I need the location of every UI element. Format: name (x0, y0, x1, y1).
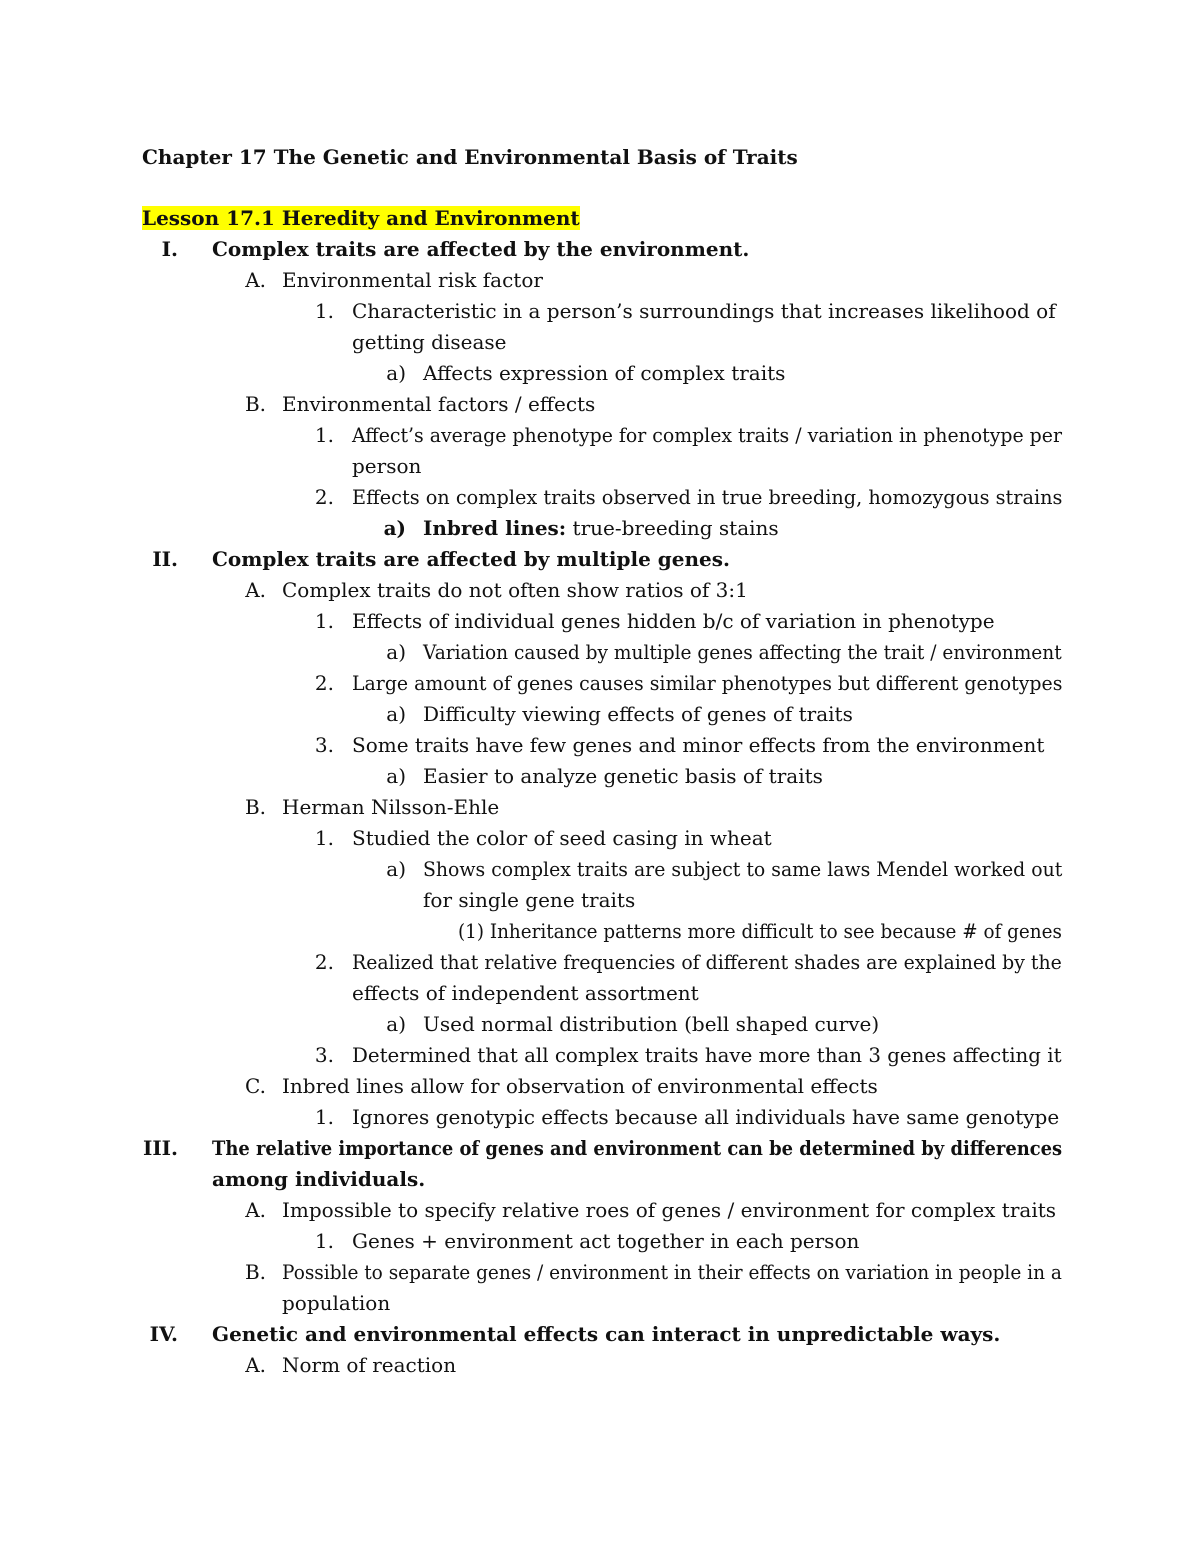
outline-line (212, 546, 730, 572)
outline-marker: a) (386, 640, 406, 664)
outline-line (352, 670, 1062, 696)
outline-text: person (352, 454, 422, 478)
outline-text: Herman Nilsson-Ehle (282, 795, 500, 819)
outline-marker: 1. (314, 423, 334, 447)
outline-line (352, 1042, 1062, 1068)
outline-text: Large amount of genes causes similar phenotypes but different genotypes (352, 671, 1063, 695)
outline-text: Complex traits are affected by multiple genes. (212, 547, 730, 571)
outline-line (282, 1073, 878, 1099)
outline-line (352, 329, 506, 355)
outline-text: Inbred lines allow for observation of environmental effects (282, 1074, 878, 1098)
outline-text: true-breeding stains (566, 516, 779, 540)
outline-text: Affects expression of complex traits (423, 361, 786, 385)
outline-marker: 1. (314, 299, 334, 323)
outline-marker: C. (245, 1074, 266, 1098)
outline-marker: 2. (314, 950, 334, 974)
outline-text: Ignores genotypic effects because all individuals have same genotype (352, 1105, 1060, 1129)
outline-marker: a) (383, 516, 406, 540)
outline-text: Used normal distribution (bell shaped curve) (423, 1012, 880, 1036)
outline-marker: 1. (314, 1229, 334, 1253)
outline-text: Studied the color of seed casing in wheat (352, 826, 772, 850)
outline-text: for single gene traits (423, 888, 636, 912)
outline-text: Effects of individual genes hidden b/c of variation in phenotype (352, 609, 995, 633)
outline-marker: B. (244, 392, 266, 416)
outline-text: population (282, 1291, 391, 1315)
outline-text: among individuals. (212, 1167, 426, 1191)
outline-line (352, 980, 699, 1006)
outline-marker: 1. (314, 609, 334, 633)
outline-line (423, 1011, 879, 1037)
term-bold: Inbred lines: (423, 516, 567, 540)
outline-line (352, 1104, 1059, 1130)
outline-marker: A. (245, 1353, 266, 1377)
outline-line (282, 577, 748, 603)
outline-line (212, 1135, 1062, 1161)
outline-line (423, 887, 635, 913)
outline-marker: 2. (314, 485, 334, 509)
outline-text: getting disease (352, 330, 507, 354)
outline-line (282, 1290, 390, 1316)
outline-text: Norm of reaction (282, 1353, 457, 1377)
outline-text: Variation caused by multiple genes affecting the trait / environment (423, 640, 1062, 664)
outline-text: Shows complex traits are subject to same laws Mendel worked out (423, 857, 1063, 881)
outline-text: effects of independent assortment (352, 981, 699, 1005)
outline-line (212, 236, 749, 262)
outline-text: Complex traits are affected by the environment. (212, 237, 750, 261)
outline-text: Difficulty viewing effects of genes of traits (423, 702, 853, 726)
outline-text: Some traits have few genes and minor effects from the environment (352, 733, 1045, 757)
outline-line (423, 763, 823, 789)
outline-line (212, 1321, 1000, 1347)
outline-marker: A. (245, 268, 266, 292)
outline-line (352, 949, 1062, 975)
outline-text: Affect’s average phenotype for complex traits / variation in phenotype per (352, 423, 1062, 447)
outline-marker: a) (386, 361, 406, 385)
outline-line (282, 794, 499, 820)
outline-marker: a) (386, 702, 406, 726)
outline-marker: A. (245, 578, 266, 602)
outline-line (423, 360, 785, 386)
outline-line (282, 267, 543, 293)
outline-marker: 2. (314, 671, 334, 695)
outline-marker: B. (244, 795, 266, 819)
outline-line (352, 608, 995, 634)
lesson-heading-highlight: Lesson 17.1 Heredity and Environment (142, 206, 580, 230)
outline-text: Environmental factors / effects (282, 392, 596, 416)
outline-text: Determined that all complex traits have more than 3 genes affecting it (352, 1043, 1062, 1067)
outline-text: Effects on complex traits observed in true breeding, homozygous strains (352, 485, 1063, 509)
outline-text: Realized that relative frequencies of different shades are explained by the (352, 950, 1062, 974)
outline-marker: I. (161, 237, 178, 261)
outline-line (282, 1197, 1056, 1223)
outline-text: The relative importance of genes and environment can be determined by differences (212, 1136, 1063, 1160)
outline-line (352, 1228, 859, 1254)
chapter-title: Chapter 17 The Genetic and Environmental Basis of Traits (142, 145, 798, 169)
outline-line (352, 484, 1062, 510)
outline-line (282, 1259, 1062, 1285)
outline-marker: 1. (314, 1105, 334, 1129)
outline-line (352, 825, 772, 851)
outline-line (212, 1166, 425, 1192)
outline-line (282, 391, 595, 417)
outline-marker: a) (386, 764, 406, 788)
outline-marker: III. (142, 1136, 178, 1160)
outline-line (458, 918, 1062, 944)
outline-text: Easier to analyze genetic basis of traits (423, 764, 823, 788)
outline-text: Genes + environment act together in each person (352, 1229, 860, 1253)
outline-marker: B. (244, 1260, 266, 1284)
outline-marker: a) (386, 857, 406, 881)
outline-line (352, 453, 421, 479)
outline-marker: II. (152, 547, 178, 571)
outline-line (352, 422, 1062, 448)
outline-marker: A. (245, 1198, 266, 1222)
outline-text: Complex traits do not often show ratios of 3:1 (282, 578, 748, 602)
outline-line (423, 701, 853, 727)
outline-marker: 3. (314, 1043, 334, 1067)
outline-marker: IV. (149, 1322, 178, 1346)
outline-text: (1) Inheritance patterns more difficult to see because # of genes (458, 919, 1062, 943)
outline-text: Environmental risk factor (282, 268, 543, 292)
outline-text: Impossible to specify relative roes of genes / environment for complex traits (282, 1198, 1057, 1222)
lesson-heading (142, 205, 580, 231)
outline-line (423, 639, 1062, 665)
outline-marker: 3. (314, 733, 334, 757)
outline-line (352, 298, 1056, 324)
outline-text: Possible to separate genes / environment in their effects on variation in people in a (282, 1260, 1062, 1284)
outline-marker: a) (386, 1012, 406, 1036)
outline-line (352, 732, 1044, 758)
outline-text: Genetic and environmental effects can interact in unpredictable ways. (212, 1322, 1001, 1346)
outline-line (282, 1352, 456, 1378)
outline-text: Characteristic in a person’s surroundings that increases likelihood of (352, 299, 1056, 323)
outline-marker: 1. (314, 826, 334, 850)
outline-line (423, 515, 779, 541)
outline-line (423, 856, 1062, 882)
